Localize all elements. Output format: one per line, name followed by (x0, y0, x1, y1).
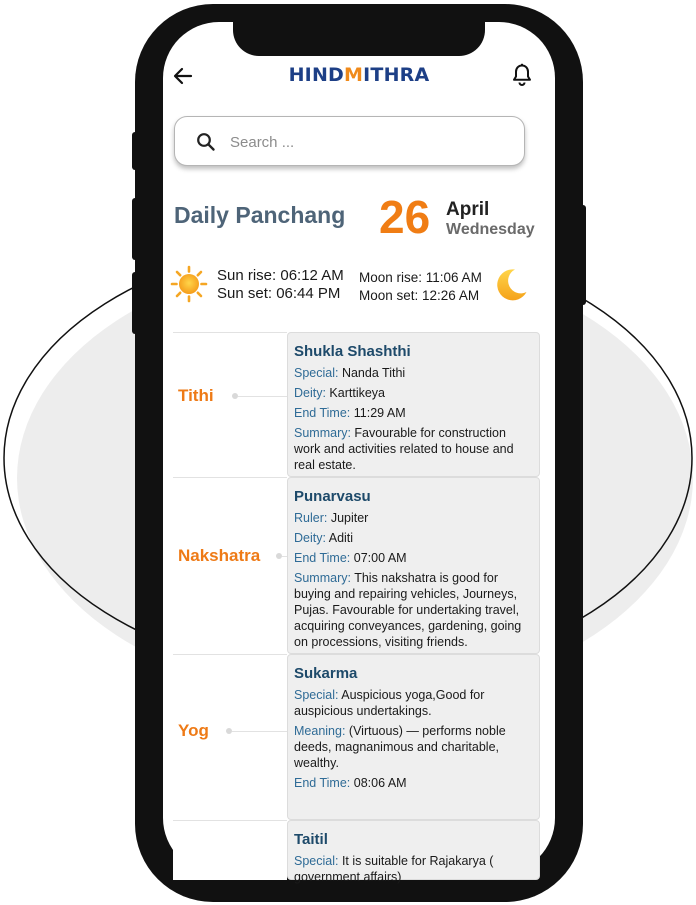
field-key: Ruler: (294, 511, 328, 525)
field-value: 07:00 AM (350, 551, 407, 565)
panchang-row (173, 820, 540, 884)
row-field (294, 385, 533, 401)
panchang-row (173, 477, 540, 654)
row-label-cell (173, 654, 287, 820)
logo-text-ithra: ITHRA (363, 64, 430, 86)
moon-icon (491, 265, 531, 305)
field-key: Deity: (294, 386, 326, 400)
row-title: Sukarma (294, 665, 358, 682)
row-field (294, 775, 533, 791)
logo-text-hind: HIND (288, 64, 345, 86)
row-field (294, 405, 533, 421)
connector-line (238, 396, 287, 397)
field-value: Nanda Tithi (338, 366, 406, 380)
field-value: Auspicious yoga,Good for auspicious undertakings. (294, 688, 485, 718)
row-field (294, 365, 533, 381)
row-field (294, 530, 533, 546)
field-key: Summary: (294, 571, 351, 585)
sun-rise-time: Sun rise: 06:12 AM (217, 267, 344, 284)
field-key: Meaning: (294, 724, 346, 738)
search-bar (174, 116, 525, 166)
field-key: End Time: (294, 406, 351, 420)
date-weekday: Wednesday (446, 221, 535, 238)
row-label: Tithi (178, 386, 214, 405)
row-title: Taitil (294, 831, 328, 848)
field-value: 08:06 AM (350, 776, 407, 790)
connector-line (232, 731, 287, 732)
field-value: Favourable for construction work and activities related to house and real estate. (294, 426, 514, 472)
row-label-cell (173, 332, 287, 477)
field-value: It is suitable for Rajakarya ( government affairs) (294, 854, 494, 884)
row-field (294, 570, 533, 650)
moon-set-time: Moon set: 12:26 AM (359, 288, 480, 303)
field-key: Special: (294, 688, 339, 702)
row-field (294, 510, 533, 526)
row-detail (287, 820, 540, 884)
phone-screen (163, 22, 555, 884)
field-key: Deity: (294, 531, 326, 545)
bell-icon[interactable] (509, 62, 535, 88)
row-detail (287, 332, 540, 477)
moon-times (359, 269, 482, 305)
field-value: 11:29 AM (350, 406, 406, 420)
field-key: End Time: (294, 551, 351, 565)
field-value: Karttikeya (325, 386, 386, 400)
row-title: Shukla Shashthi (294, 343, 411, 360)
panchang-row (173, 332, 540, 477)
field-key: Special: (294, 854, 339, 868)
row-field (294, 853, 533, 885)
search-input[interactable] (230, 129, 500, 155)
row-label: Nakshatra (178, 546, 261, 565)
app-logo (163, 64, 555, 86)
field-value: Jupiter (327, 511, 369, 525)
app-header (163, 60, 555, 96)
date-day: 26 (379, 191, 431, 243)
field-value: Aditi (325, 531, 354, 545)
row-field (294, 550, 533, 566)
date-month: April (446, 199, 490, 220)
row-field (294, 687, 533, 719)
field-value: (Virtuous) — performs noble deeds, magnanimous and charitable, wealthy. (294, 724, 506, 770)
moon-rise-time: Moon rise: 11:06 AM (359, 270, 482, 285)
field-value: This nakshatra is good for buying and repairing vehicles, Journeys, Pujas. Favourable for undertaking travel, acquiring conveyances, gardening, going on processions, visiting friends. (294, 571, 522, 649)
row-detail (287, 654, 540, 820)
logo-text-m: M (344, 64, 364, 86)
sun-times (217, 267, 344, 303)
row-label-cell (173, 820, 287, 880)
row-label-cell (173, 477, 287, 654)
field-key: Special: (294, 366, 339, 380)
panchang-row (173, 654, 540, 820)
field-key: Summary: (294, 426, 351, 440)
phone-notch (233, 20, 485, 56)
row-detail (287, 477, 540, 654)
row-label: Yog (178, 721, 209, 740)
search-icon (196, 132, 216, 152)
page-title: Daily Panchang (174, 202, 346, 228)
row-title: Punarvasu (294, 488, 371, 505)
field-key: End Time: (294, 776, 351, 790)
sun-set-time: Sun set: 06:44 PM (217, 285, 341, 302)
sun-icon (170, 265, 208, 303)
row-field (294, 425, 533, 473)
row-field (294, 723, 533, 771)
